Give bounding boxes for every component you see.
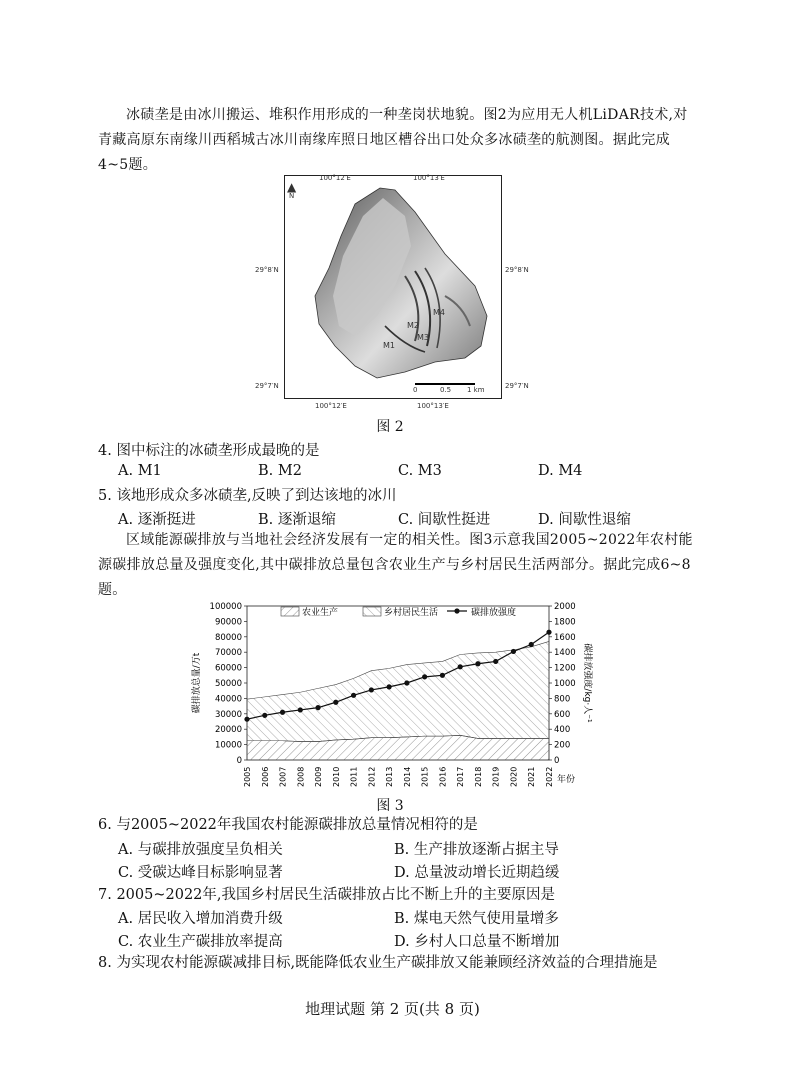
lon-top-right: 100°13′E bbox=[413, 174, 445, 182]
intensity-point bbox=[546, 630, 551, 635]
north-label: N bbox=[289, 192, 295, 200]
scale-label-0: 0 bbox=[413, 386, 418, 394]
moraine-label-m3: M3 bbox=[417, 333, 429, 342]
moraine-label-m1: M1 bbox=[383, 341, 395, 350]
option: D. M4 bbox=[538, 463, 583, 479]
intensity-point bbox=[351, 693, 356, 698]
option: B. 逐渐退缩 bbox=[258, 512, 336, 528]
intro-paragraph-4-5: 冰碛垄是由冰川搬运、堆积作用形成的一种垄岗状地貌。图2为应用无人机LiDAR技术,对青藏高原东南缘川西稻城古冰川南缘库照日地区槽谷出口处众多冰碛垄的航测图。据此完成4~5题。 bbox=[98, 107, 688, 173]
y2-axis-label: 碳排放强度/kg·人⁻¹ bbox=[582, 643, 592, 723]
intensity-point bbox=[404, 680, 409, 685]
option: D. 乡村人口总量不断增加 bbox=[394, 934, 560, 950]
lat-left-top: 29°8′N bbox=[255, 266, 279, 274]
y-tick-label: 50000 bbox=[214, 679, 242, 689]
x-tick-label: 2016 bbox=[438, 766, 448, 787]
y-tick-label: 40000 bbox=[214, 694, 242, 705]
option: C. M3 bbox=[398, 463, 442, 479]
intensity-point bbox=[333, 700, 338, 705]
lat-left-bottom: 29°7′N bbox=[255, 382, 279, 390]
x-tick-label: 2019 bbox=[491, 766, 501, 787]
y2-tick-label: 2000 bbox=[554, 602, 576, 612]
question-6-stem: 6. 与2005~2022年我国农村能源碳排放总量情况相符的是 bbox=[98, 817, 478, 833]
lidar-map-figure bbox=[255, 174, 529, 410]
intensity-point bbox=[369, 687, 374, 692]
option: A. M1 bbox=[118, 463, 162, 479]
scale-label-mid: 0.5 bbox=[440, 386, 452, 394]
x-tick-label: 2014 bbox=[402, 766, 412, 787]
y2-tick-label: 800 bbox=[554, 694, 571, 705]
intensity-point bbox=[315, 705, 320, 710]
legend-label-agriculture: 农业生产 bbox=[302, 608, 339, 618]
intensity-point bbox=[387, 684, 392, 689]
y2-tick-label: 1200 bbox=[554, 663, 576, 674]
question-5-options bbox=[118, 508, 718, 529]
intensity-point bbox=[458, 664, 463, 669]
option: A. 逐渐挺进 bbox=[118, 512, 196, 528]
y2-tick-label: 600 bbox=[554, 709, 571, 720]
legend-swatch-agriculture bbox=[281, 607, 299, 616]
option: C. 间歇性挺进 bbox=[398, 512, 491, 528]
legend-label-intensity: 碳排放强度 bbox=[471, 608, 517, 618]
y2-tick-label: 1000 bbox=[554, 679, 576, 689]
scale-label-end: 1 km bbox=[467, 386, 485, 394]
y-tick-label: 70000 bbox=[214, 648, 242, 659]
y2-tick-label: 1600 bbox=[554, 632, 576, 643]
question-7-stem: 7. 2005~2022年,我国乡村居民生活碳排放占比不断上升的主要原因是 bbox=[98, 887, 556, 903]
y-tick-label: 30000 bbox=[214, 709, 242, 720]
intro-paragraph-6-8: 区域能源碳排放与当地社会经济发展有一定的相关性。图3示意我国2005~2022年农村能源碳排放总量及强度变化,其中碳排放总量包含农业生产与乡村居民生活两部分。据此完成6~8题。 bbox=[98, 532, 693, 598]
lat-right-top: 29°8′N bbox=[505, 266, 529, 274]
intensity-point bbox=[475, 661, 480, 666]
intensity-point bbox=[244, 717, 249, 722]
intensity-point bbox=[298, 707, 303, 712]
option: A. 居民收入增加消费升级 bbox=[118, 911, 283, 927]
figure3-caption: 图 3 bbox=[376, 798, 404, 814]
question-4-options bbox=[118, 463, 718, 479]
north-arrow-icon: ▲ bbox=[287, 180, 297, 194]
lon-bottom-left: 100°12′E bbox=[315, 402, 347, 410]
question-7-options-row1 bbox=[118, 907, 718, 928]
lon-top-left: 100°12′E bbox=[319, 174, 351, 182]
intensity-point bbox=[440, 673, 445, 678]
y2-tick-label: 400 bbox=[554, 725, 571, 736]
moraine-label-m4: M4 bbox=[433, 308, 445, 317]
y2-tick-label: 0 bbox=[554, 756, 560, 766]
y2-tick-label: 200 bbox=[554, 740, 571, 751]
x-tick-label: 2006 bbox=[260, 766, 270, 787]
x-tick-label: 2008 bbox=[296, 766, 306, 787]
y-tick-label: 10000 bbox=[214, 740, 242, 751]
y2-tick-label: 1400 bbox=[554, 648, 576, 659]
carbon-emission-chart bbox=[185, 596, 605, 792]
intensity-point bbox=[262, 713, 267, 718]
x-tick-label: 2007 bbox=[278, 766, 288, 787]
intensity-point bbox=[422, 674, 427, 679]
x-tick-label: 2012 bbox=[367, 766, 377, 787]
x-tick-label: 2005 bbox=[243, 766, 252, 787]
page-footer: 地理试题 第 2 页(共 8 页) bbox=[305, 1000, 480, 1018]
option: D. 间歇性退缩 bbox=[538, 512, 631, 528]
moraine-label-m2: M2 bbox=[407, 321, 419, 330]
option: A. 与碳排放强度呈负相关 bbox=[118, 842, 283, 858]
lon-bottom-right: 100°13′E bbox=[417, 402, 449, 410]
x-tick-label: 2010 bbox=[331, 766, 341, 787]
y-axis-label: 碳排放总量/万t bbox=[192, 652, 202, 714]
option: C. 农业生产碳排放率提高 bbox=[118, 934, 283, 950]
legend-swatch-residential bbox=[363, 607, 381, 616]
y-tick-label: 20000 bbox=[214, 725, 242, 736]
x-tick-label: 2018 bbox=[473, 766, 483, 787]
legend-label-residential: 乡村居民生活 bbox=[384, 608, 439, 618]
question-6-options-row1 bbox=[118, 838, 718, 859]
option: B. 煤电天然气使用量增多 bbox=[394, 911, 559, 927]
option: C. 受碳达峰目标影响显著 bbox=[118, 865, 283, 881]
x-tick-label: 2015 bbox=[420, 766, 430, 787]
x-tick-label: 2020 bbox=[509, 766, 519, 787]
y-tick-label: 80000 bbox=[214, 632, 242, 643]
x-tick-label: 2021 bbox=[527, 766, 537, 787]
legend-marker-intensity bbox=[454, 608, 459, 613]
x-tick-label: 2013 bbox=[385, 766, 395, 787]
x-tick-label: 2022 bbox=[545, 766, 554, 787]
option: D. 总量波动增长近期趋缓 bbox=[394, 865, 560, 881]
option: B. M2 bbox=[258, 463, 302, 479]
y-tick-label: 100000 bbox=[209, 602, 242, 612]
question-8-stem: 8. 为实现农村能源碳减排目标,既能降低农业生产碳排放又能兼顾经济效益的合理措施是 bbox=[98, 955, 658, 971]
lat-right-bottom: 29°7′N bbox=[505, 382, 529, 390]
y-tick-label: 60000 bbox=[214, 663, 242, 674]
lidar-map bbox=[285, 176, 501, 398]
question-6-options-row2 bbox=[118, 861, 718, 882]
y-tick-label: 0 bbox=[236, 756, 242, 766]
x-axis-label: 年份 bbox=[557, 775, 576, 785]
question-7-options-row2 bbox=[118, 930, 718, 951]
intensity-point bbox=[511, 649, 516, 654]
intensity-point bbox=[280, 710, 285, 715]
x-tick-label: 2009 bbox=[314, 766, 324, 787]
x-tick-label: 2017 bbox=[456, 766, 466, 787]
figure2-caption: 图 2 bbox=[376, 419, 404, 435]
x-tick-label: 2011 bbox=[349, 766, 359, 787]
intensity-point bbox=[529, 642, 534, 647]
y-tick-label: 90000 bbox=[214, 617, 242, 628]
option: B. 生产排放逐渐占据主导 bbox=[394, 842, 559, 858]
y2-tick-label: 1800 bbox=[554, 617, 576, 628]
question-4-stem: 4. 图中标注的冰碛垄形成最晚的是 bbox=[98, 443, 320, 459]
intensity-point bbox=[493, 659, 498, 664]
question-5-stem: 5. 该地形成众多冰碛垄,反映了到达该地的冰川 bbox=[98, 488, 397, 504]
